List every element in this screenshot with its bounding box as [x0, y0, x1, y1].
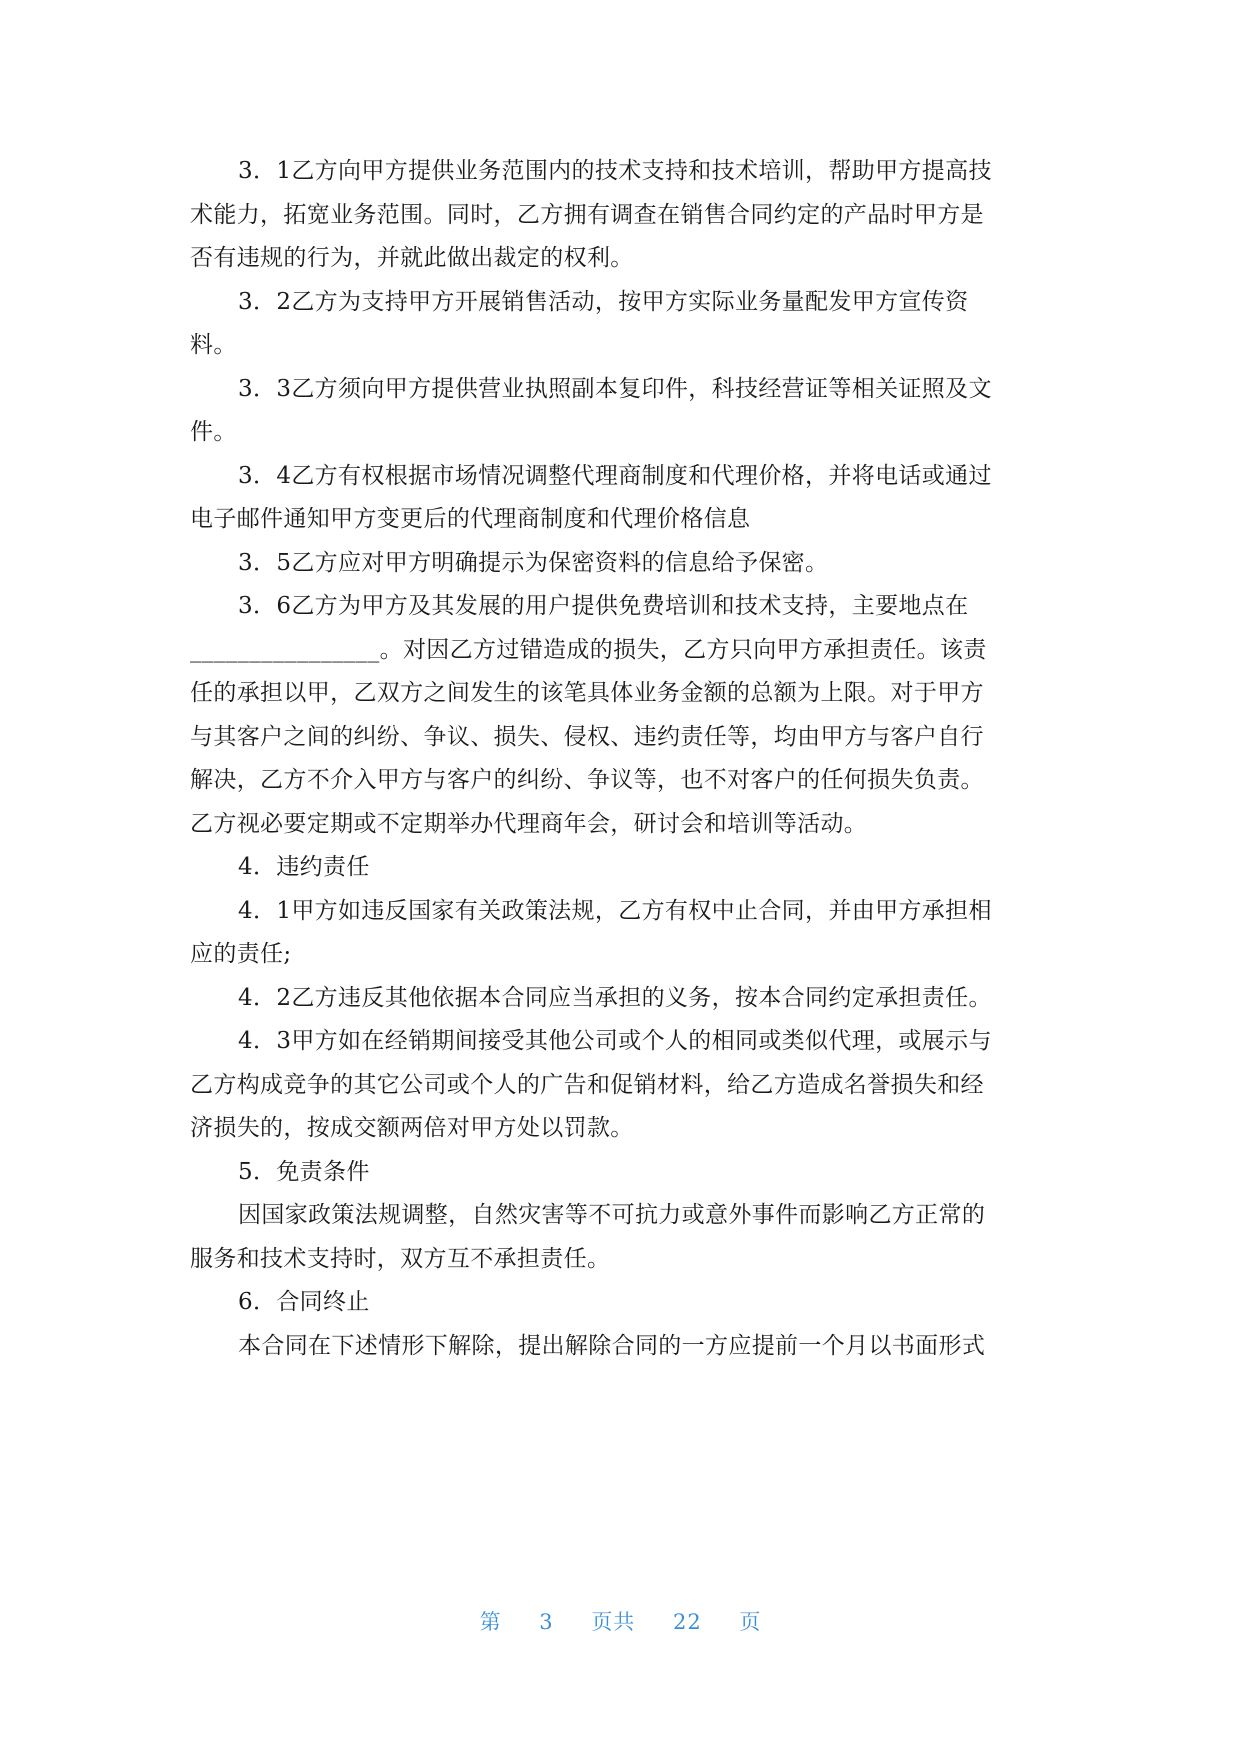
- text-line: 3．4乙方有权根据市场情况调整代理商制度和代理价格，并将电话或通过: [238, 462, 992, 489]
- text-line: 3．6乙方为甲方及其发展的用户提供免费培训和技术支持，主要地点在: [238, 593, 969, 619]
- document-body: [190, 150, 1050, 1368]
- text-line: 应的责任;: [190, 941, 292, 967]
- text-line: 4．3甲方如在经销期间接受其他公司或个人的相同或类似代理，或展示与: [238, 1028, 992, 1054]
- paragraph: [190, 977, 1050, 1021]
- text-line: 3．5乙方应对甲方明确提示为保密资料的信息给予保密。: [238, 549, 829, 576]
- text-line: 料。: [190, 332, 237, 358]
- footer-current-page: 3: [539, 1610, 554, 1634]
- text-line: 术能力，拓宽业务范围。同时，乙方拥有调查在销售合同约定的产品时甲方是: [190, 201, 984, 228]
- page-footer: [0, 1606, 1241, 1636]
- text-line: 3．3乙方须向甲方提供营业执照副本复印件，科技经营证等相关证照及文: [238, 375, 992, 402]
- text-line: 乙方视必要定期或不定期举办代理商年会，研讨会和培训等活动。: [190, 810, 868, 837]
- paragraph: [190, 1020, 1050, 1151]
- text-line: 电子邮件通知甲方变更后的代理商制度和代理价格信息: [190, 506, 751, 532]
- footer-total-pages: 22: [673, 1610, 702, 1634]
- paragraph: [190, 150, 1050, 281]
- paragraph: [190, 1151, 1050, 1195]
- paragraph: [190, 455, 1050, 542]
- text-line: 4．1甲方如违反国家有关政策法规，乙方有权中止合同，并由甲方承担相: [238, 897, 992, 924]
- paragraph: [190, 368, 1050, 455]
- footer-prefix: 第: [479, 1610, 502, 1634]
- text-line: 服务和技术支持时，双方互不承担责任。: [190, 1245, 611, 1272]
- paragraph: [190, 890, 1050, 977]
- paragraph: [190, 1281, 1050, 1325]
- paragraph: [190, 1325, 1050, 1369]
- text-line: 济损失的，按成交额两倍对甲方处以罚款。: [190, 1115, 634, 1141]
- paragraph: [190, 1194, 1050, 1281]
- text-line: 因国家政策法规调整，自然灾害等不可抗力或意外事件而影响乙方正常的: [238, 1202, 986, 1228]
- paragraph: [190, 846, 1050, 890]
- paragraph: [190, 542, 1050, 586]
- footer-suffix: 页: [739, 1610, 762, 1634]
- text-line: 6．合同终止: [238, 1289, 370, 1315]
- paragraph: [190, 585, 1050, 846]
- paragraph: [190, 281, 1050, 368]
- text-line: 本合同在下述情形下解除，提出解除合同的一方应提前一个月以书面形式: [238, 1332, 986, 1359]
- text-line: 件。: [190, 419, 237, 445]
- text-line: 任的承担以甲，乙双方之间发生的该笔具体业务金额的总额为上限。对于甲方: [190, 680, 984, 706]
- text-line: 乙方构成竞争的其它公司或个人的广告和促销材料，给乙方造成名誉损失和经: [190, 1071, 984, 1098]
- text-line: 否有违规的行为，并就此做出裁定的权利。: [190, 245, 634, 271]
- text-line: ________________。对因乙方过错造成的损失，乙方只向甲方承担责任。该责: [190, 636, 987, 663]
- text-line: 5．免责条件: [238, 1158, 370, 1185]
- text-line: 4．2乙方违反其他依据本合同应当承担的义务，按本合同约定承担责任。: [238, 984, 992, 1011]
- text-line: 4．违约责任: [238, 854, 370, 880]
- text-line: 解决，乙方不介入甲方与客户的纠纷、争议等，也不对客户的任何损失负责。: [190, 767, 984, 793]
- footer-mid: 页共: [591, 1610, 636, 1634]
- text-line: 与其客户之间的纠纷、争议、损失、侵权、违约责任等，均由甲方与客户自行: [190, 723, 984, 750]
- text-line: 3．1乙方向甲方提供业务范围内的技术支持和技术培训，帮助甲方提高技: [238, 158, 992, 184]
- text-line: 3．2乙方为支持甲方开展销售活动，按甲方实际业务量配发甲方宣传资: [238, 288, 969, 315]
